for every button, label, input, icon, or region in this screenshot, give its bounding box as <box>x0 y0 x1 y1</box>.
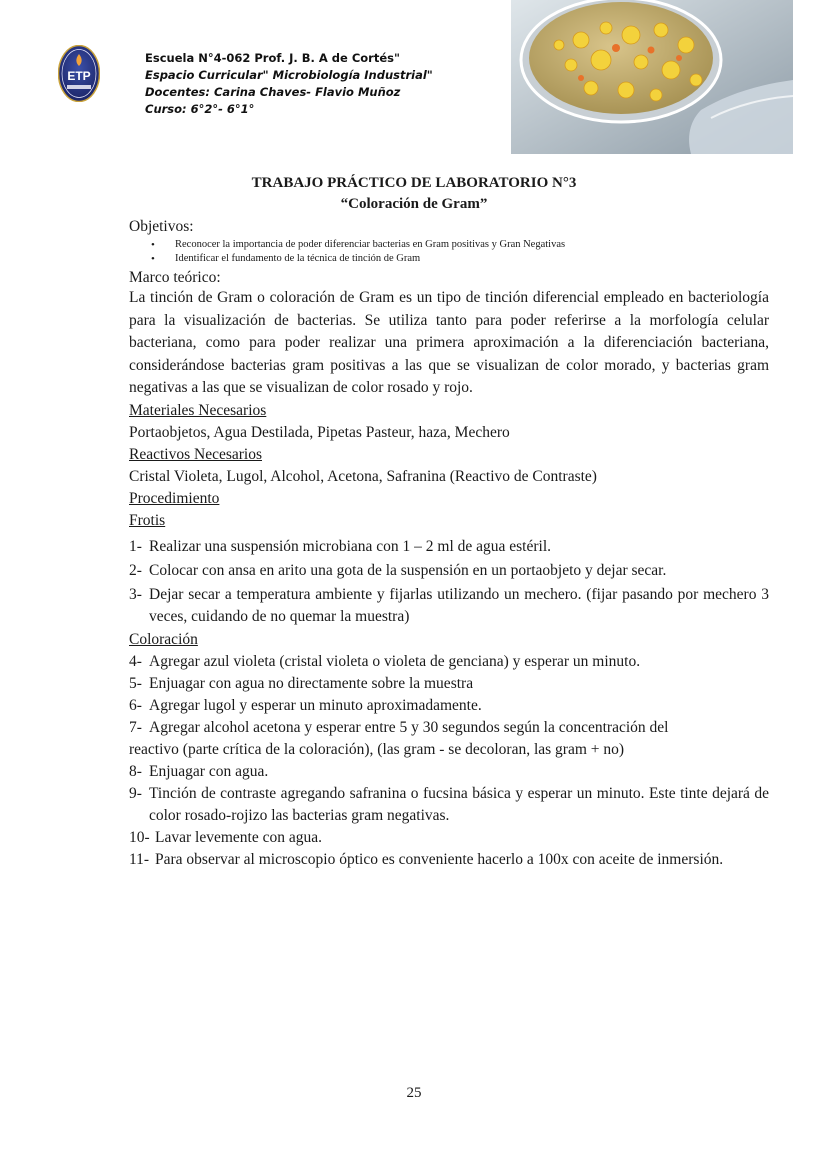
stain-label: Coloración <box>129 630 198 648</box>
list-item: • Reconocer la importancia de poder diferenciar bacterias en Gram positivas y Gran Negativas <box>175 238 769 252</box>
list-item <box>129 849 769 871</box>
step-text: Enjuagar con agua no directamente sobre la muestra <box>149 674 474 692</box>
reagents-label: Reactivos Necesarios <box>129 445 262 463</box>
objectives-label: Objetivos: <box>129 218 194 235</box>
teachers: Docentes: Carina Chaves- Flavio Muñoz <box>145 85 401 99</box>
step-text: Agregar azul violeta (cristal violeta o violeta de genciana) y esperar un minuto. <box>149 652 641 670</box>
list-item <box>129 717 769 739</box>
step-number: 10- <box>129 828 150 846</box>
step-text: Agregar lugol y esperar un minuto aproximadamente. <box>149 696 482 714</box>
step-number: 7- <box>129 718 142 736</box>
step-number: 8- <box>129 762 142 780</box>
step-number: 3- <box>129 585 142 603</box>
course: Curso: 6°2°- 6°1° <box>145 102 255 116</box>
smear-label: Frotis <box>129 511 166 529</box>
curricular-space: Espacio Curricular" Microbiología Industrial" <box>145 68 433 82</box>
step-number: 5- <box>129 674 142 692</box>
step-number: 2- <box>129 561 142 579</box>
list-item <box>129 560 769 582</box>
school-name: Escuela N°4-062 Prof. J. B. A de Cortés" <box>145 51 400 65</box>
list-item-continuation <box>129 739 769 761</box>
school-logo <box>58 45 100 102</box>
materials-label: Materiales Necesarios <box>129 401 267 419</box>
list-item <box>129 761 769 783</box>
step-number: 11- <box>129 850 150 868</box>
procedure-label: Procedimiento <box>129 489 220 507</box>
step-number: 4- <box>129 652 142 670</box>
petri-dish-photo <box>511 0 793 154</box>
page-number: 25 <box>406 1085 422 1101</box>
step-text: Tinción de contraste agregando safranina o fucsina básica y esperar un minuto. Este tinte dejará de color rosado-rojizo las bacterias gram negativas. <box>149 784 769 824</box>
reagents-text: Cristal Violeta, Lugol, Alcohol, Acetona, Safranina (Reactivo de Contraste) <box>129 467 597 485</box>
materials-text: Portaobjetos, Agua Destilada, Pipetas Pasteur, haza, Mechero <box>129 423 510 441</box>
step-text: Agregar alcohol acetona y esperar entre 5 y 30 segundos según la concentración del <box>149 718 669 736</box>
stain-steps <box>129 651 769 871</box>
step-text: Colocar con ansa en arito una gota de la suspensión en un portaobjeto y dejar secar. <box>149 561 667 579</box>
step-text: reactivo (parte crítica de la coloración), (las gram - se decoloran, las gram + no) <box>129 740 625 758</box>
theory-text: La tinción de Gram o coloración de Gram es un tipo de tinción diferencial empleado en bacteriología para la visualización de bacterias. Se utiliza tanto para poder referirse a la morfología celular bacteriana, como para poder realizar una primera aproximación a la diferenciación bacteriana, considerándose bacterias gram positivas a las que se visualizan de color morado, y bacterias gram negativas a las que se visualizan de color rosado y rojo. <box>129 289 769 396</box>
step-number: 1- <box>129 537 142 555</box>
list-item <box>129 695 769 717</box>
document-subtitle: “Coloración de Gram” <box>340 196 488 212</box>
step-text: Enjuagar con agua. <box>149 762 269 780</box>
step-text: Dejar secar a temperatura ambiente y fijarlas utilizando un mechero. (fijar pasando por mechero 3 veces, cuidando de no quemar la muestra) <box>149 585 769 625</box>
document-title: TRABAJO PRÁCTICO DE LABORATORIO N°3 <box>251 175 577 191</box>
step-text: Para observar al microscopio óptico es conveniente hacerlo a 100x con aceite de inmersión. <box>155 850 724 868</box>
list-item <box>129 783 769 827</box>
step-number: 9- <box>129 784 142 802</box>
smear-steps <box>129 536 769 628</box>
list-item <box>129 651 769 673</box>
school-info <box>145 50 505 118</box>
theory-label: Marco teórico: <box>129 269 221 286</box>
objectives-list <box>129 238 769 266</box>
step-number: 6- <box>129 696 142 714</box>
list-item: • Identificar el fundamento de la técnica de tinción de Gram <box>175 252 769 266</box>
logo-text: ETP <box>67 69 91 83</box>
list-item <box>129 584 769 628</box>
list-item <box>129 536 769 558</box>
list-item <box>129 673 769 695</box>
document-body <box>129 217 769 871</box>
list-item <box>129 827 769 849</box>
step-text: Lavar levemente con agua. <box>155 828 322 846</box>
step-text: Realizar una suspensión microbiana con 1 – 2 ml de agua estéril. <box>149 537 552 555</box>
